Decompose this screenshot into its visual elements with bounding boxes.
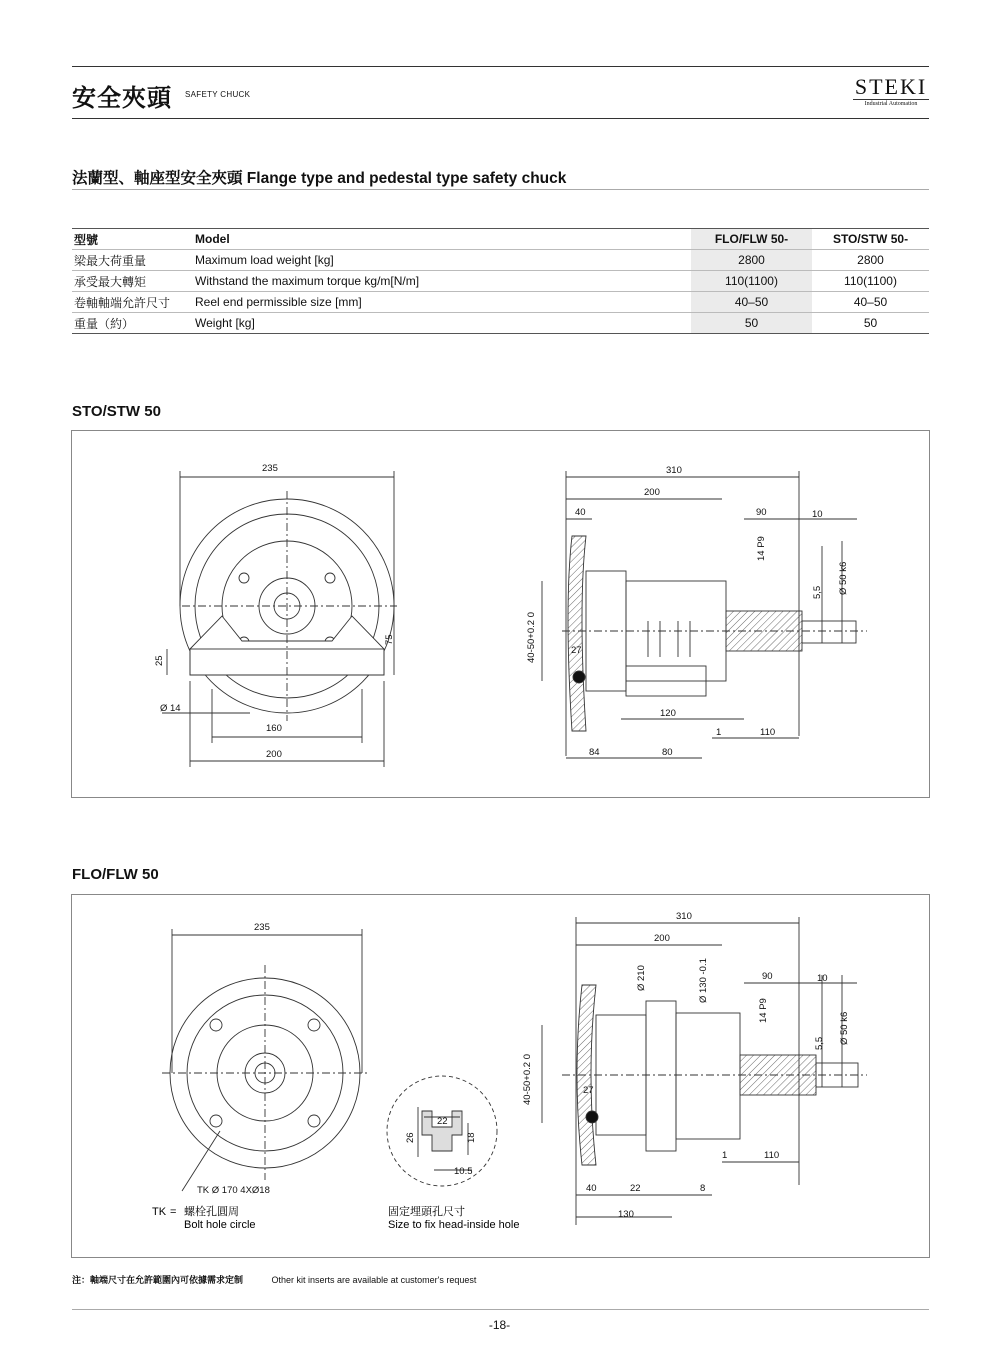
spec-table — [72, 228, 929, 334]
dim-310: 310 — [666, 465, 682, 476]
dim-210: Ø 210 — [636, 965, 647, 991]
row-label-zh: 承受最大轉矩 — [72, 271, 193, 292]
row-label-en: Weight [kg] — [193, 313, 691, 334]
legend2-zh: 固定埋頭孔尺寸 — [388, 1206, 465, 1218]
logo-text: STEKI — [854, 74, 928, 99]
value-flo: 110(1100) — [691, 271, 812, 292]
section-title: 法蘭型、軸座型安全夾頭 Flange type and pedestal type safety chuck — [72, 170, 567, 187]
dim-p9: 14 P9 — [758, 998, 769, 1023]
dim-84: 84 — [589, 747, 600, 758]
dim-200: 200 — [654, 933, 670, 944]
dim-90: 90 — [762, 971, 773, 982]
dim-8: 8 — [700, 1183, 706, 1194]
dim-k6: Ø 50 k6 — [838, 561, 849, 595]
row-label-zh: 梁最大荷重量 — [72, 250, 193, 271]
dim-tolerance: 40-50+0.2 0 — [522, 1054, 533, 1105]
dim-18: 18 — [466, 1132, 477, 1143]
dim-80: 80 — [662, 747, 673, 758]
figure1-label: STO/STW 50 — [72, 403, 161, 420]
dim-310: 310 — [676, 911, 692, 922]
value-sto: 50 — [812, 313, 929, 334]
dim-120: 120 — [660, 708, 676, 719]
dim-27: 27 — [583, 1085, 594, 1096]
figure1-svg — [72, 431, 929, 797]
dim-40: 40 — [575, 507, 586, 518]
row-label-en: Model — [193, 229, 691, 250]
brand-logo — [853, 76, 929, 107]
row-label-zh: 重量（約） — [72, 313, 193, 334]
footnote-zh: 注：軸端尺寸在允許範圍內可依據需求定制 — [72, 1275, 244, 1285]
header-bottom-rule — [72, 118, 929, 119]
row-label-en: Maximum load weight [kg] — [193, 250, 691, 271]
logo-subtext: Industrial Automation — [853, 99, 929, 107]
dim-hole: Ø 14 — [160, 703, 181, 714]
footnote — [72, 1273, 476, 1286]
legend2-en: Size to fix head-inside hole — [388, 1219, 520, 1231]
dim-90: 90 — [756, 507, 767, 518]
dim-22: 22 — [437, 1116, 448, 1127]
dim-1: 1 — [716, 727, 722, 738]
dim-5-5: 5,5 — [814, 1036, 825, 1050]
value-sto: STO/STW 50- — [812, 229, 929, 250]
value-flo: FLO/FLW 50- — [691, 229, 812, 250]
figure1-drawing — [71, 430, 930, 798]
footer-rule — [72, 1309, 929, 1310]
value-sto: 2800 — [812, 250, 929, 271]
dim-tolerance: 40-50+0.2 0 — [526, 612, 537, 663]
dim-k6: Ø 50 k6 — [839, 1011, 850, 1045]
page-number: -18- — [488, 1318, 511, 1332]
value-sto: 110(1100) — [812, 271, 929, 292]
page-subtitle: SAFETY CHUCK — [185, 90, 251, 99]
dim-22b: 22 — [630, 1183, 641, 1194]
dim-200: 200 — [266, 749, 282, 760]
legend-equals: = — [170, 1206, 177, 1218]
legend-zh: 螺栓孔圓周 — [184, 1206, 239, 1218]
dim-130-tol: Ø 130 -0.1 — [698, 958, 709, 1003]
dim-1: 1 — [722, 1150, 728, 1161]
dim-26: 26 — [405, 1132, 416, 1143]
dim-235: 235 — [254, 922, 270, 933]
dim-200b: 200 — [644, 487, 660, 498]
footnote-en: Other kit inserts are available at customer's request — [271, 1275, 477, 1285]
dim-tk: TK Ø 170 4XØ18 — [197, 1185, 270, 1196]
dim-40: 40 — [586, 1183, 597, 1194]
figure2-drawing — [71, 894, 930, 1258]
dim-130: 130 — [618, 1209, 634, 1220]
table-row — [72, 229, 929, 250]
dim-p9: 14 P9 — [756, 536, 767, 561]
section-rule — [72, 189, 929, 190]
dim-5-5: 5,5 — [812, 585, 823, 599]
dim-25: 25 — [154, 655, 165, 666]
table-row — [72, 250, 929, 271]
header-top-rule — [72, 66, 929, 67]
row-label-en: Reel end permissible size [mm] — [193, 292, 691, 313]
value-flo: 40–50 — [691, 292, 812, 313]
dim-10: 10 — [817, 973, 828, 984]
dim-10-5: 10.5 — [454, 1166, 473, 1177]
legend-en: Bolt hole circle — [184, 1219, 256, 1231]
value-flo: 2800 — [691, 250, 812, 271]
dim-110: 110 — [760, 727, 776, 738]
table-row — [72, 292, 929, 313]
dim-160: 160 — [266, 723, 282, 734]
value-flo: 50 — [691, 313, 812, 334]
legend-tk: TK — [152, 1206, 167, 1218]
value-sto: 40–50 — [812, 292, 929, 313]
row-label-zh: 型號 — [72, 229, 193, 250]
dim-27: 27 — [571, 645, 582, 656]
row-label-zh: 卷軸軸端允許尺寸 — [72, 292, 193, 313]
dim-10: 10 — [812, 509, 823, 520]
table-row — [72, 313, 929, 334]
table-row — [72, 271, 929, 292]
figure2-svg — [72, 895, 929, 1257]
figure2-label: FLO/FLW 50 — [72, 866, 159, 883]
page-title: 安全夾頭 — [72, 85, 172, 112]
dim-75: 75 — [384, 634, 395, 645]
dim-235: 235 — [262, 463, 278, 474]
row-label-en: Withstand the maximum torque kg/m[N/m] — [193, 271, 691, 292]
dim-110: 110 — [764, 1150, 780, 1161]
